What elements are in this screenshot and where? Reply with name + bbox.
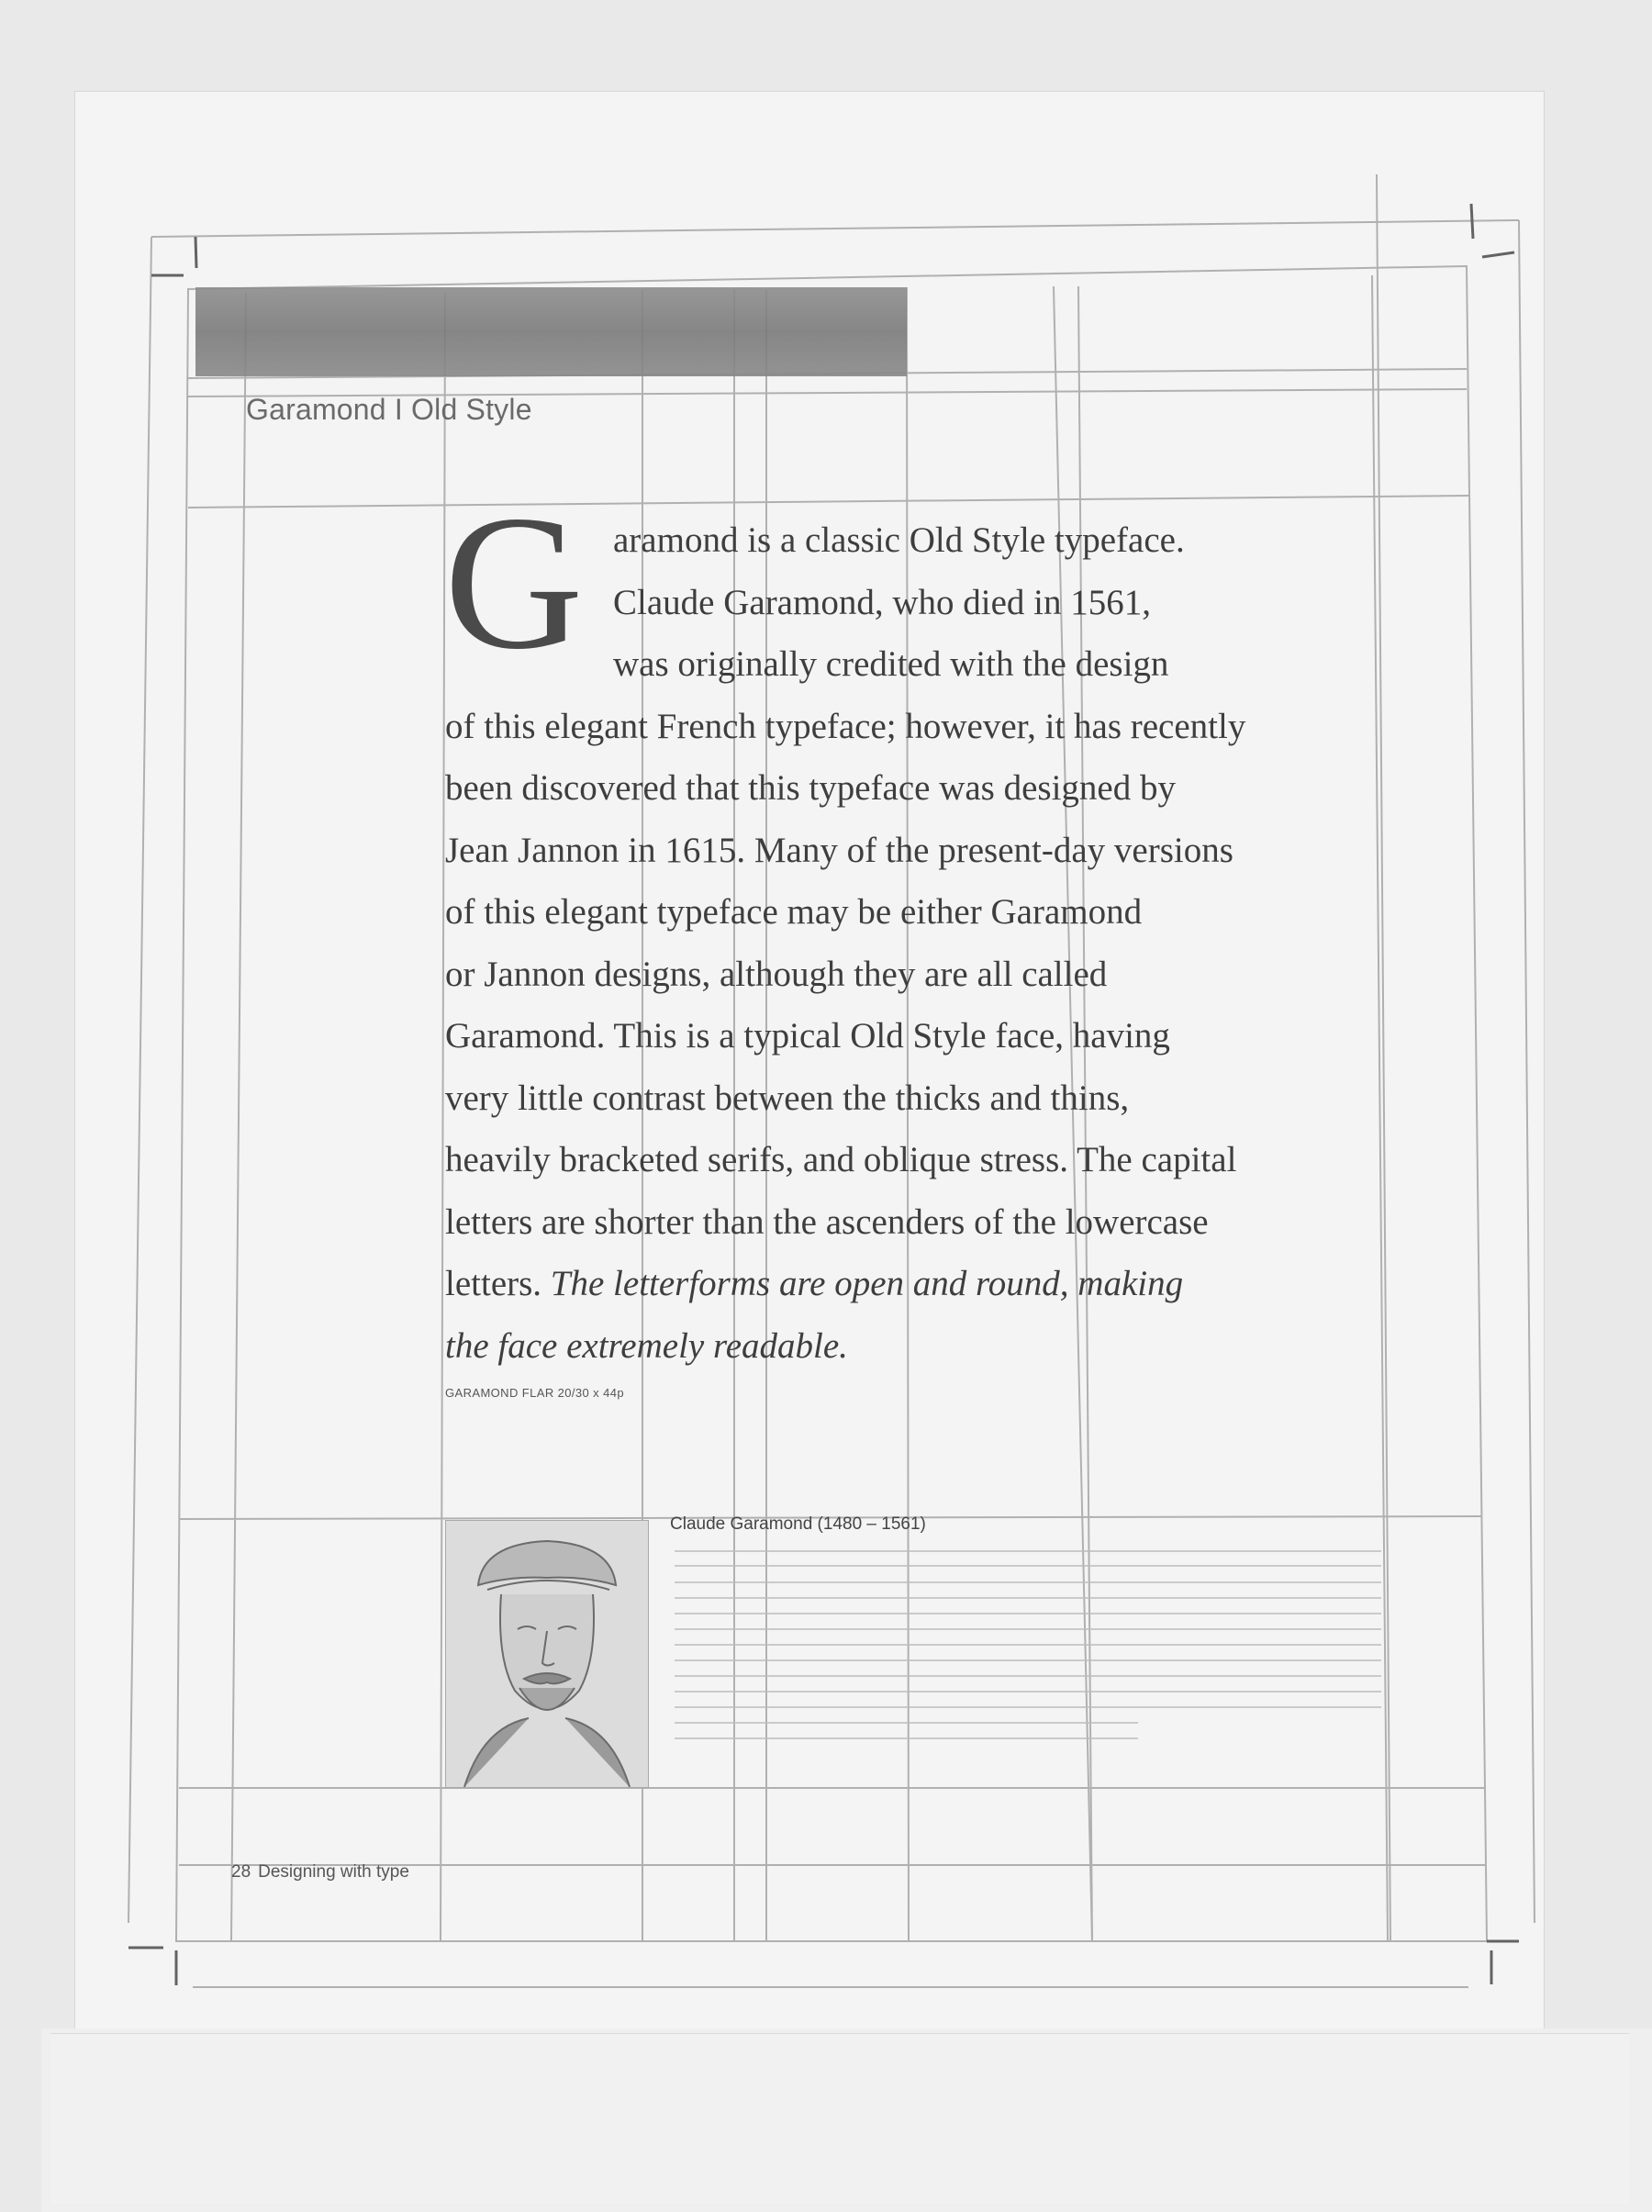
body-line: Jean Jannon in 1615. Many of the present-day versions	[445, 830, 1233, 870]
drop-cap: G	[444, 476, 584, 689]
section-label: Garamond I Old Style	[246, 393, 532, 426]
body-line: of this elegant typeface may be either Garamond	[445, 892, 1143, 932]
body-line: of this elegant French typeface; however, it has recently	[445, 706, 1246, 746]
page-number: 28	[231, 1862, 251, 1882]
portrait-image	[445, 1520, 649, 1788]
italic-phrase: The letterforms are open and round, making	[550, 1264, 1184, 1303]
body-line: aramond is a classic Old Style typeface.	[613, 520, 1185, 560]
body-line: Garamond. This is a typical Old Style face, having	[445, 1016, 1170, 1056]
figure-caption: Claude Garamond (1480 – 1561)	[670, 1514, 926, 1534]
page-footer	[231, 1862, 417, 1882]
body-line: very little contrast between the thicks and thins,	[445, 1078, 1130, 1118]
italic-phrase: the face extremely readable.	[445, 1325, 848, 1366]
type-spec-note: GARAMOND FLAR 20/30 x 44p	[445, 1386, 624, 1400]
body-line-mixed	[445, 1253, 1381, 1315]
body-line: letters are shorter than the ascenders of the lowercase	[445, 1201, 1209, 1242]
portrait-sketch-icon	[446, 1521, 648, 1787]
body-line: heavily bracketed serifs, and oblique stress. The capital	[445, 1140, 1237, 1179]
body-line: or Jannon designs, although they are all called	[445, 954, 1108, 994]
running-title: Designing with type	[258, 1862, 409, 1882]
body-line: been discovered that this typeface was designed by	[445, 768, 1176, 808]
body-paragraph	[445, 509, 1381, 1377]
body-line: Claude Garamond, who died in 1561,	[613, 582, 1151, 622]
body-line: was originally credited with the design	[613, 644, 1169, 684]
body-line-plain: letters.	[445, 1264, 551, 1303]
header-shaded-bar	[195, 287, 907, 376]
body-line-italic	[445, 1315, 1381, 1378]
